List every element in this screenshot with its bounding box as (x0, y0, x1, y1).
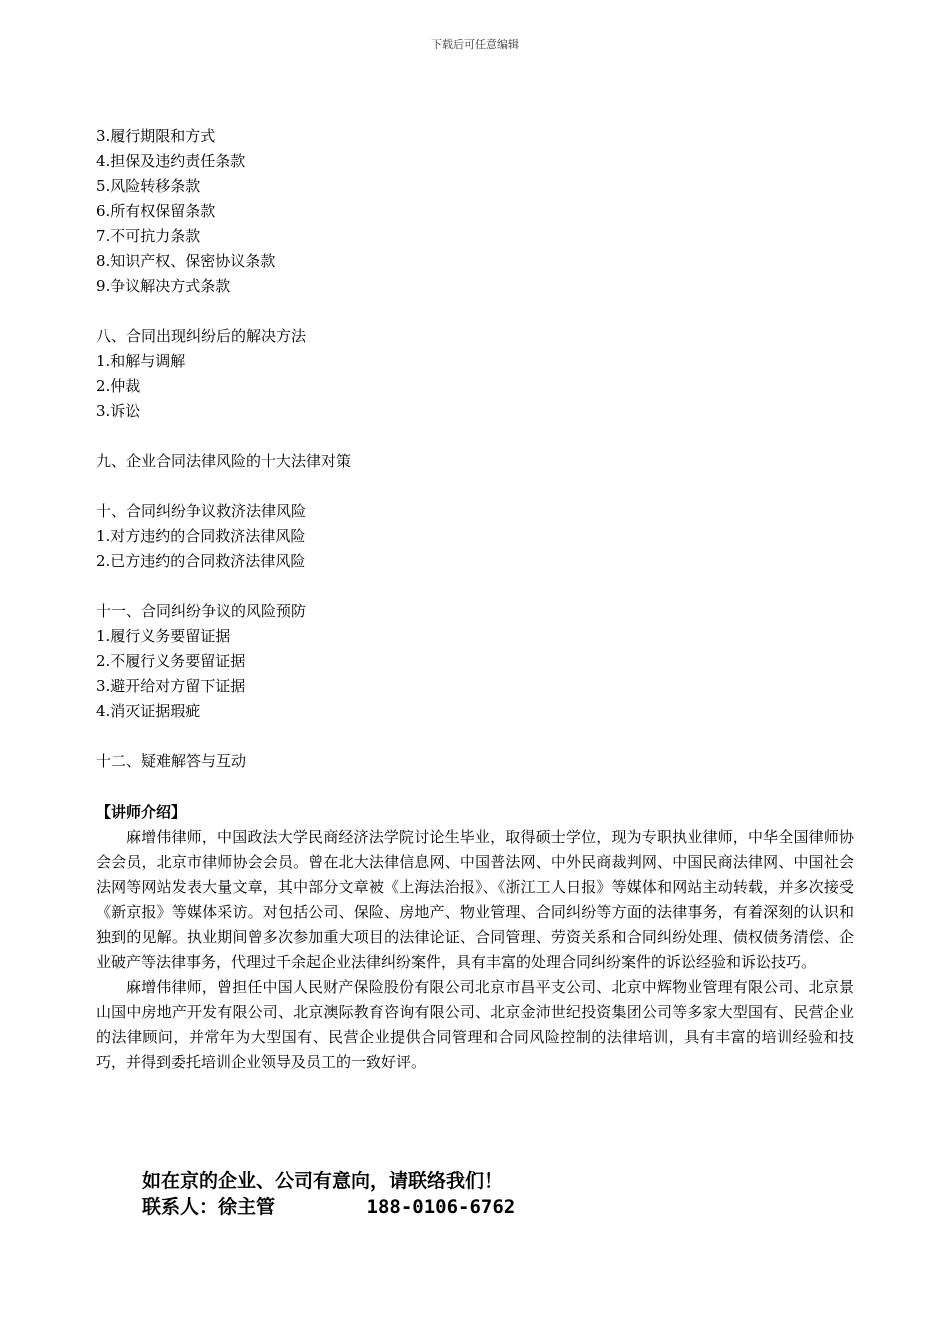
list-item: 1.履行义务要留证据 (96, 627, 231, 645)
list-item: 3.履行期限和方式 (96, 127, 216, 145)
list-item: 2.已方违约的合同救济法律风险 (96, 552, 306, 570)
list-item: 1.对方违约的合同救济法律风险 (96, 527, 306, 545)
page-header: 下载后可任意编辑 (431, 38, 519, 51)
bio-heading: 【讲师介绍】 (96, 803, 187, 821)
list-item: 1.和解与调解 (96, 352, 186, 370)
list-item: 2.不履行义务要留证据 (96, 652, 246, 670)
list-item: 4.担保及违约责任条款 (96, 152, 246, 170)
contact-phone: 188-0106-6762 (366, 1196, 516, 1218)
contact-invitation: 如在京的企业、公司有意向，请联络我们！ (142, 1170, 504, 1192)
contact-person: 联系人：徐主管 (142, 1196, 276, 1218)
list-item: 9.争议解决方式条款 (96, 277, 231, 295)
bio-paragraph: 麻增伟律师，曾担任中国人民财产保险股份有限公司北京市昌平支公司、北京中辉物业管理有限公司、北京景山国中房地产开发有限公司、北京澳际教育咨询有限公司、北京金沛世纪投资集团公司等多家大型国有、民营企业的法律顾问，并常年为大型国有、民营企业提供合同管理和合同风险控制的法律培训，具有丰富的培训经验和技巧，并得到委托培训企业领导及员工的一致好评。 (96, 978, 854, 1071)
list-item: 3.诉讼 (96, 402, 141, 420)
bio-paragraph: 麻增伟律师，中国政法大学民商经济法学院讨论生毕业，取得硕士学位，现为专职执业律师，中华全国律师协会会员，北京市律师协会会员。曾在北大法律信息网、中国普法网、中外民商裁判网、中国民商法律网、中国社会法网等网站发表大量文章，其中部分文章被《上海法治报》、《浙江工人日报》等媒体和网站主动转载，并多次接受《新京报》等媒体采访。对包括公司、保险、房地产、物业管理、合同纠纷等方面的法律事务，有着深刻的认识和独到的见解。执业期间曾多次参加重大项目的法律论证、合同管理、劳资关系和合同纠纷处理、债权债务清偿、企业破产等法律事务，代理过千余起企业法律纠纷案件，具有丰富的处理合同纠纷案件的诉讼经验和诉讼技巧。 (96, 828, 854, 971)
list-item: 5.风险转移条款 (96, 177, 201, 195)
section-heading: 十、合同纠纷争议救济法律风险 (96, 502, 307, 520)
list-item: 7.不可抗力条款 (96, 227, 201, 245)
section-heading: 八、合同出现纠纷后的解决方法 (96, 327, 307, 345)
document-body (96, 124, 854, 1075)
section-heading: 十二、疑难解答与互动 (96, 752, 247, 770)
section-heading: 十一、合同纠纷争议的风险预防 (96, 602, 307, 620)
list-item: 3.避开给对方留下证据 (96, 677, 246, 695)
list-item: 8.知识产权、保密协议条款 (96, 252, 276, 270)
list-item: 2.仲裁 (96, 377, 141, 395)
contact-block (142, 1168, 515, 1220)
list-item: 4.消灭证据瑕疵 (96, 702, 201, 720)
section-heading: 九、企业合同法律风险的十大法律对策 (96, 452, 352, 470)
contact-line (142, 1194, 515, 1220)
list-item: 6.所有权保留条款 (96, 202, 216, 220)
